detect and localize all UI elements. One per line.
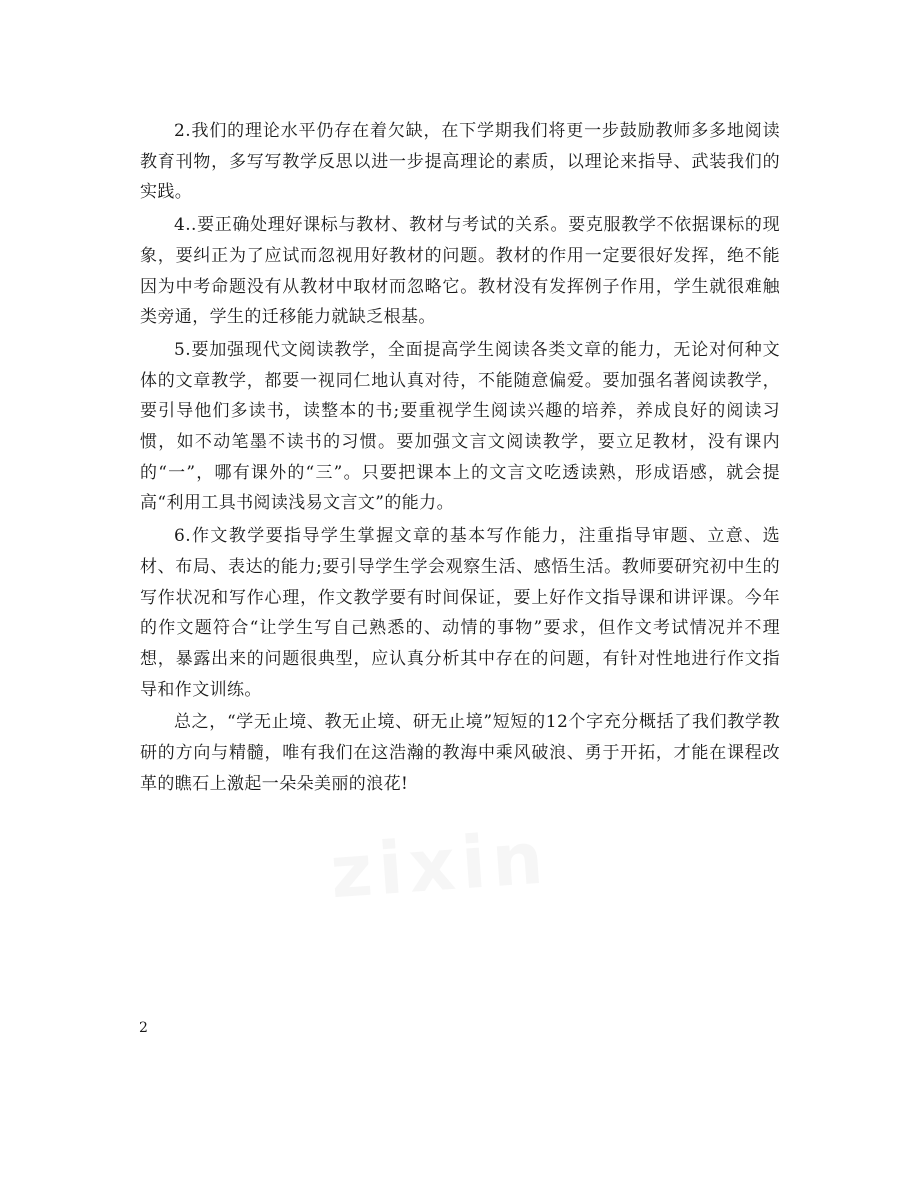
paragraph-item-2: 2.我们的理论水平仍存在着欠缺，在下学期我们将更一步鼓励教师多多地阅读教育刊物，多写写教学反思以进一步提高理论的素质，以理论来指导、武装我们的实践。	[140, 121, 780, 203]
page-number: 2	[139, 1020, 148, 1036]
paragraph-item-5: 5.要加强现代文阅读教学，全面提高学生阅读各类文章的能力，无论对何种文体的文章教学，都要一视同仁地认真对待，不能随意偏爱。要加强名著阅读教学，要引导他们多读书，读整本的书;要重视学生阅读兴趣的培养，养成良好的阅读习惯，如不动笔墨不读书的习惯。要加强文言文阅读教学，要立足教材，没有课内的“一”，哪有课外的“三”。只要把课本上的文言文吃透读熟，形成语感，就会提高“利用工具书阅读浅易文言文”的能力。	[140, 339, 780, 514]
paragraph-item-6: 6.作文教学要指导学生掌握文章的基本写作能力，注重指导审题、立意、选材、布局、表达的能力;要引导学生学会观察生活、感悟生活。教师要研究初中生的写作状况和写作心理，作文教学要有时间保证，要上好作文指导课和讲评课。今年的作文题符合“让学生写自己熟悉的、动情的事物”要求，但作文考试情况并不理想，暴露出来的问题很典型，应认真分析其中存在的问题，有针对性地进行作文指导和作文训练。	[140, 526, 780, 700]
document-body	[140, 116, 780, 801]
paragraph-summary: 总之，“学无止境、教无止境、研无止境”短短的12个字充分概括了我们教学教研的方向与精髓，唯有我们在这浩瀚的教海中乘风破浪、勇于开拓，才能在课程改革的瞧石上激起一朵朵美丽的浪花!	[140, 712, 780, 794]
watermark	[328, 810, 633, 911]
paragraph-item-4: 4..要正确处理好课标与教材、教材与考试的关系。要克服教学不依据课标的现象，要纠正为了应试而忽视用好教材的问题。教材的作用一定要很好发挥，绝不能因为中考命题没有从教材中取材而忽略它。教材没有发挥例子作用，学生就很难触类旁通，学生的迁移能力就缺乏根基。	[140, 215, 780, 328]
